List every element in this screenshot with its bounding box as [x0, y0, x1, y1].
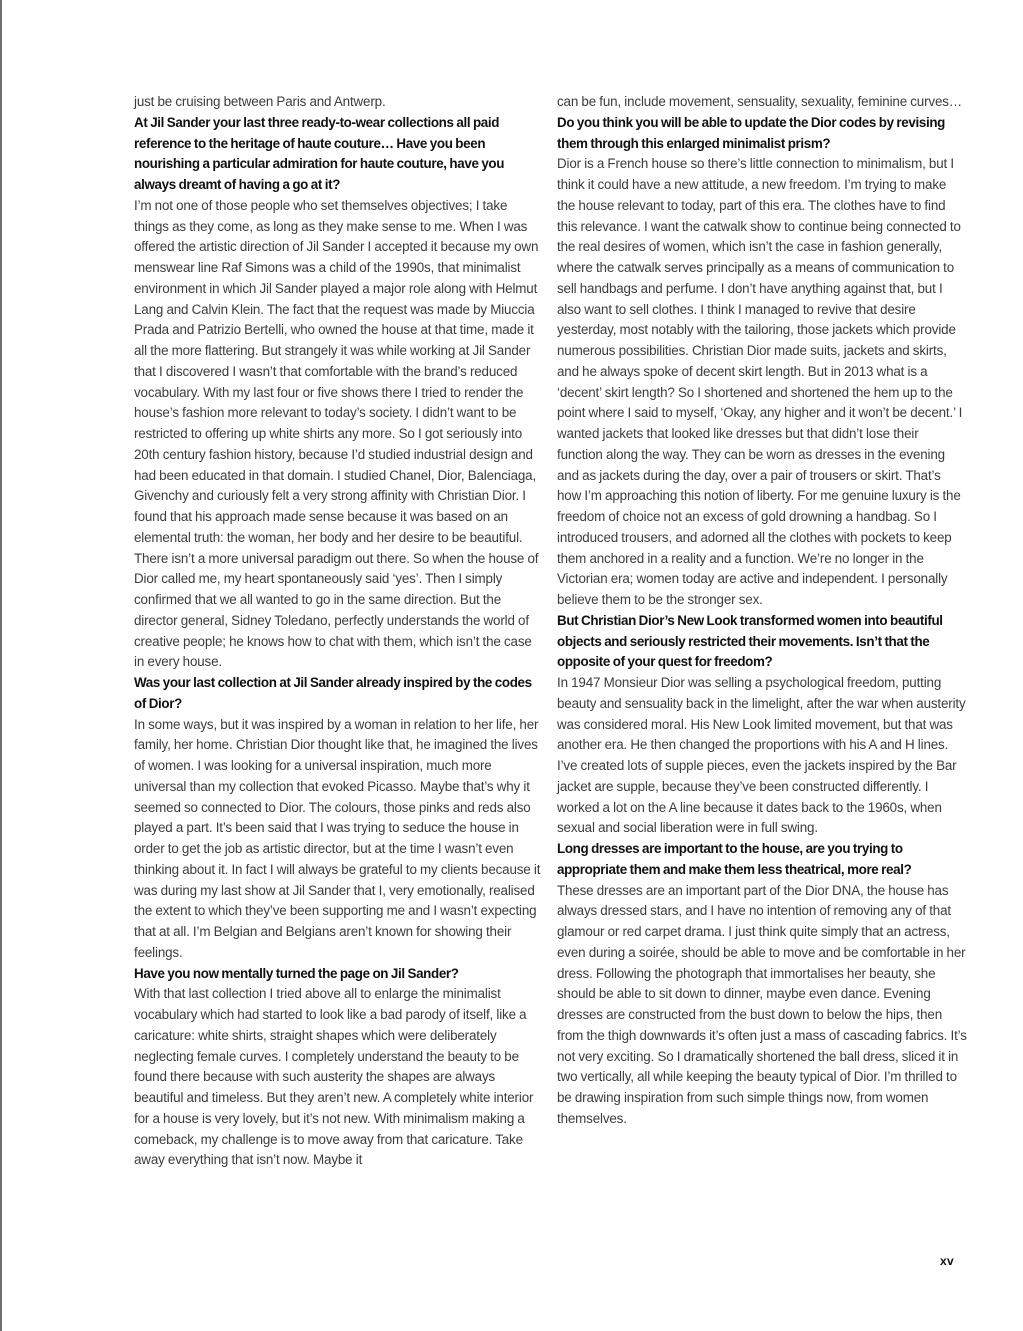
answer-paragraph: I’m not one of those people who set themselves objectives; I take things as they come, as long as they make sense to me. When I was offered the artistic direction of Jil Sander I accepted it because my own menswear line Raf Simons was a child of the 1990s, that minimalist environment in which Jil Sander played a major role along with Helmut Lang and Calvin Klein. The fact that the request was made by Miuccia Prada and Patrizio Bertelli, who owned the house at that time, made it all the more flattering. But strangely it was while working at Jil Sander that I discovered I wasn’t that comfortable with the brand’s reduced vocabulary. With my last four or five shows there I tried to render the house’s fashion more relevant to today’s society. I didn’t want to be restricted to offering up white shirts any more. So I got seriously into 20th century fashion history, because I’d studied industrial design and had been educated in that domain. I studied Chanel, Dior, Balenciaga, Givenchy and curiously felt a very strong affinity with Christian Dior. I found that his approach made sense because it was based on an elemental truth: the woman, her body and her desire to be beautiful. There isn’t a more universal paradigm out there. So when the house of Dior called me, my heart spontaneously said ‘yes’. Then I simply confirmed that we all wanted to go in the same direction. But the director general, Sidney Toledano, perfectly understands the world of creative people; he knows how to chat with them, which isn’t the case in every house. [134, 197, 539, 670]
interview-question: Long dresses are important to the house, are you trying to appropriate them and make them less theatrical, more real? [557, 841, 912, 877]
interview-question: Have you now mentally turned the page on Jil Sander? [134, 965, 459, 981]
left-text-column [134, 92, 544, 1171]
interview-question: Was your last collection at Jil Sander already inspired by the codes of Dior? [134, 675, 532, 711]
answer-paragraph: These dresses are an important part of the Dior DNA, the house has always dressed stars, and I have no intention of removing any of that glamour or red carpet drama. I just think quite simply that an actress, even during a soirée, should be able to move and be comfortable in her dress. Following the photograph that immortalises her beauty, she should be able to sit down to dinner, maybe even dance. Evening dresses are constructed from the bust down to below the hips, then from the thigh downwards it’s often just a mass of cascading fabrics. It’s not very exciting. So I dramatically shortened the ball dress, sliced it in two vertically, all while keeping the beauty typical of Dior. I’m thrilled to be drawing inspiration from such simple things now, from women themselves. [557, 882, 967, 1126]
page-edge-shadow [0, 0, 2, 1331]
answer-paragraph: With that last collection I tried above all to enlarge the minimalist vocabulary which had started to look like a bad parody of itself, like a caricature: white shirts, straight shapes which were deliberately neglecting female curves. I completely understand the beauty to be found there because with such austerity the shapes are always beautiful and timeless. But they aren’t new. A completely white interior for a house is very lovely, but it’s not new. With minimalism making a comeback, my challenge is to move away from that caricature. Take away everything that isn’t now. Maybe it [134, 986, 534, 1168]
right-text-column [557, 92, 967, 1130]
answer-paragraph: In 1947 Monsieur Dior was selling a psychological freedom, putting beauty and sensuality back in the limelight, after the war when austerity was considered moral. His New Look limited movement, but that was another era. He then changed the proportions with his A and H lines. I’ve created lots of supple pieces, even the jackets inspired by the Bar jacket are supple, because they’ve been constructed differently. I worked a lot on the A line because it dates back to the 1960s, when sexual and social liberation were in full swing. [557, 675, 966, 836]
page-number: xv [940, 1254, 954, 1268]
answer-paragraph: Dior is a French house so there’s little connection to minimalism, but I think it could have a new attitude, a new freedom. I’m trying to make the house relevant to today, part of this era. The clothes have to find this relevance. I want the catwalk show to continue being connected to the real desires of women, which isn’t the case in fashion generally, where the catwalk serves principally as a means of communication to sell handbags and perfume. I don’t have anything against that, but I also want to sell clothes. I think I managed to revive that desire yesterday, most notably with the tailoring, those jackets which provide numerous possibilities. Christian Dior made suits, jackets and skirts, and he always spoke of decent skirt length. But in 2013 what is a ‘decent’ skirt length? So I shortened and shortened the hem up to the point where I said to myself, ‘Okay, any higher and it won’t be decent.’ I wanted jackets that looked like dresses but that didn’t lose their function along the way. They can be worn as dresses in the evening and as jackets during the day, over a pair of trousers or skirt. That’s how I’m approaching this notion of liberty. For me genuine luxury is the freedom of choice not an excess of gold drowning a handbag. So I introduced trousers, and adorned all the clothes with pockets to keep them anchored in a reality and a function. We’re no longer in the Victorian era; women today are active and independent. I personally believe them to be the stronger sex. [557, 156, 963, 607]
answer-paragraph: In some ways, but it was inspired by a woman in relation to her life, her family, her home. Christian Dior thought like that, he imagined the lives of women. I was looking for a universal inspiration, much more universal than my collection that evoked Picasso. Maybe that’s why it seemed so connected to Dior. The colours, those pinks and reds also played a part. It’s been said that I was trying to seduce the house in order to get the job as artistic director, but at the time I wasn’t even thinking about it. In fact I will always be grateful to my clients because it was during my last show at Jil Sander that I, very emotionally, realised the extent to which they’ve been supporting me and I wasn’t expecting that at all. I’m Belgian and Belgians aren’t known for showing their feelings. [134, 716, 541, 960]
interview-question: At Jil Sander your last three ready-to-wear collections all paid reference to the heritage of haute couture… Have you been nourishing a particular admiration for haute couture, have you always dreamt of having a go at it? [134, 114, 505, 192]
interview-question: But Christian Dior’s New Look transformed women into beautiful objects and seriously restricted their movements. Isn’t that the opposite of your quest for freedom? [557, 612, 943, 670]
answer-paragraph: just be cruising between Paris and Antwerp. [134, 94, 386, 109]
interview-question: Do you think you will be able to update the Dior codes by revising them through this enlarged minimalist prism? [557, 114, 945, 151]
answer-paragraph: can be fun, include movement, sensuality, sexuality, feminine curves… [557, 94, 963, 109]
